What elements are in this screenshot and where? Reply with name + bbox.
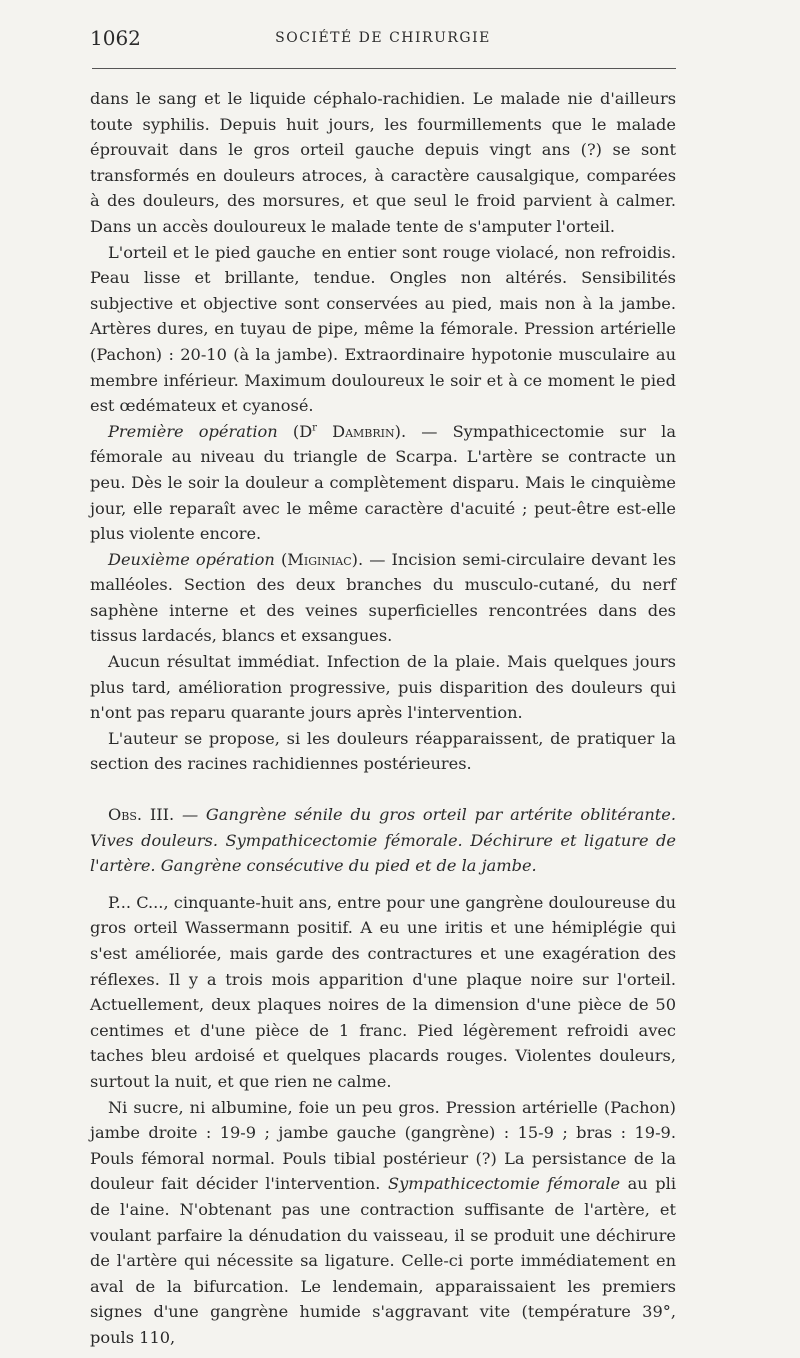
text-run: (D <box>277 421 313 441</box>
surgeon-name: Dambrin <box>316 421 395 441</box>
paragraph: dans le sang et le liquide céphalo-rachidien. Le malade nie d'ailleurs toute syphilis. Depuis huit jours, les fourmillements que le malade éprouvait dans le gros orteil gauche depuis vingt ans (?) se sont transformés en douleurs atroces, à caractère causalgique, comparées à des douleurs, des morsures, et que seul le froid parvient à calmer. Dans un accès douloureux le malade tente de s'amputer l'orteil. <box>90 89 676 236</box>
page-number: 1062 <box>90 26 141 50</box>
text-run: Ni sucre, ni albumine, foie un peu gros. Pression artérielle (Pachon) jambe droite : 19-9 ; jambe gauche (gangrène) : 15-9 ; bras : 19-9. Pouls fémoral normal. Pouls tibial postérieur (?) La persistance de la douleur fait décider l'intervention. <box>90 1097 676 1194</box>
superscript: r <box>312 422 317 434</box>
paragraph-second-operation <box>90 547 676 649</box>
text-run: ). — Incision semi-circulaire devant les malléoles. Section des deux branches du musculo-cutané, du nerf saphène interne et des veines superficielles rencontrées dans des tissus lardacés, blancs et exsangues. <box>90 549 676 646</box>
text-run: ( <box>274 549 288 569</box>
text-run: ). — Sympathicectomie sur la fémorale au niveau du triangle de Scarpa. L'artère se contracte un peu. Dès le soir la douleur a complètement disparu. Mais le cinquième jour, elle reparaît avec le même caractère d'acuité ; peut-être est-elle plus violente encore. <box>90 421 676 544</box>
paragraph: Aucun résultat immédiat. Infection de la plaie. Mais quelques jours plus tard, amélioration progressive, puis disparition des douleurs qui n'ont pas reparu quarante jours après l'intervention. <box>90 652 676 723</box>
running-head <box>90 26 676 54</box>
paragraph <box>90 1095 676 1351</box>
second-operation-label: Deuxième opération <box>108 549 275 569</box>
paragraph: P... C..., cinquante-huit ans, entre pour une gangrène douloureuse du gros orteil Wassermann positif. A eu une iritis et une hémiplégie qui s'est améliorée, mais garde des contractures et une exagération des réflexes. Il y a trois mois apparition d'une plaque noire sur l'orteil. Actuellement, deux plaques noires de la dimension d'une pièce de 50 centimes et d'une pièce de 1 franc. Pied légèrement refroidi avec taches bleu ardoisé et quelques placards rouges. Violentes douleurs, surtout la nuit, et que rien ne calme. <box>90 892 676 1091</box>
text-run: au pli de l'aine. N'obtenant pas une contraction suffisante de l'artère, et voulant parfaire la dénudation du vaisseau, il se produit une déchirure de l'artère qui nécessite sa ligature. Celle-ci porte immédiatement en aval de la bifurcation. Le lendemain, apparaissaient les premiers signes d'une gangrène humide s'aggravant vite (température 39°, pouls 110, <box>90 1174 676 1347</box>
journal-title: SOCIÉTÉ DE CHIRURGIE <box>275 30 491 46</box>
first-operation-label: Première opération <box>108 421 278 441</box>
header-rule <box>92 68 676 69</box>
observation-label: Obs. III. <box>108 805 175 825</box>
emphasis: Sympathicectomie fémorale <box>388 1174 621 1194</box>
body-text <box>90 86 676 1351</box>
surgeon-name: Miginiac <box>287 549 352 569</box>
observation-heading <box>90 802 676 879</box>
paragraph-first-operation <box>90 419 676 547</box>
observation-title: — Gangrène sénile du gros orteil par artérite oblitérante. Vives douleurs. Sympathicectomie fémorale. Déchirure et ligature de l'artère. Gangrène consécutive du pied et de la jambe. <box>90 805 676 876</box>
paragraph: L'auteur se propose, si les douleurs réapparaissent, de pratiquer la section des racines rachidiennes postérieures. <box>90 728 676 774</box>
paragraph: L'orteil et le pied gauche en entier sont rouge violacé, non refroidis. Peau lisse et brillante, tendue. Ongles non altérés. Sensibilités subjective et objective sont conservées au pied, mais non à la jambe. Artères dures, en tuyau de pipe, même la fémorale. Pression artérielle (Pachon) : 20-10 (à la jambe). Extraordinaire hypotonie musculaire au membre inférieur. Maximum douloureux le soir et à ce moment le pied est œdémateux et cyanosé. <box>90 242 676 416</box>
